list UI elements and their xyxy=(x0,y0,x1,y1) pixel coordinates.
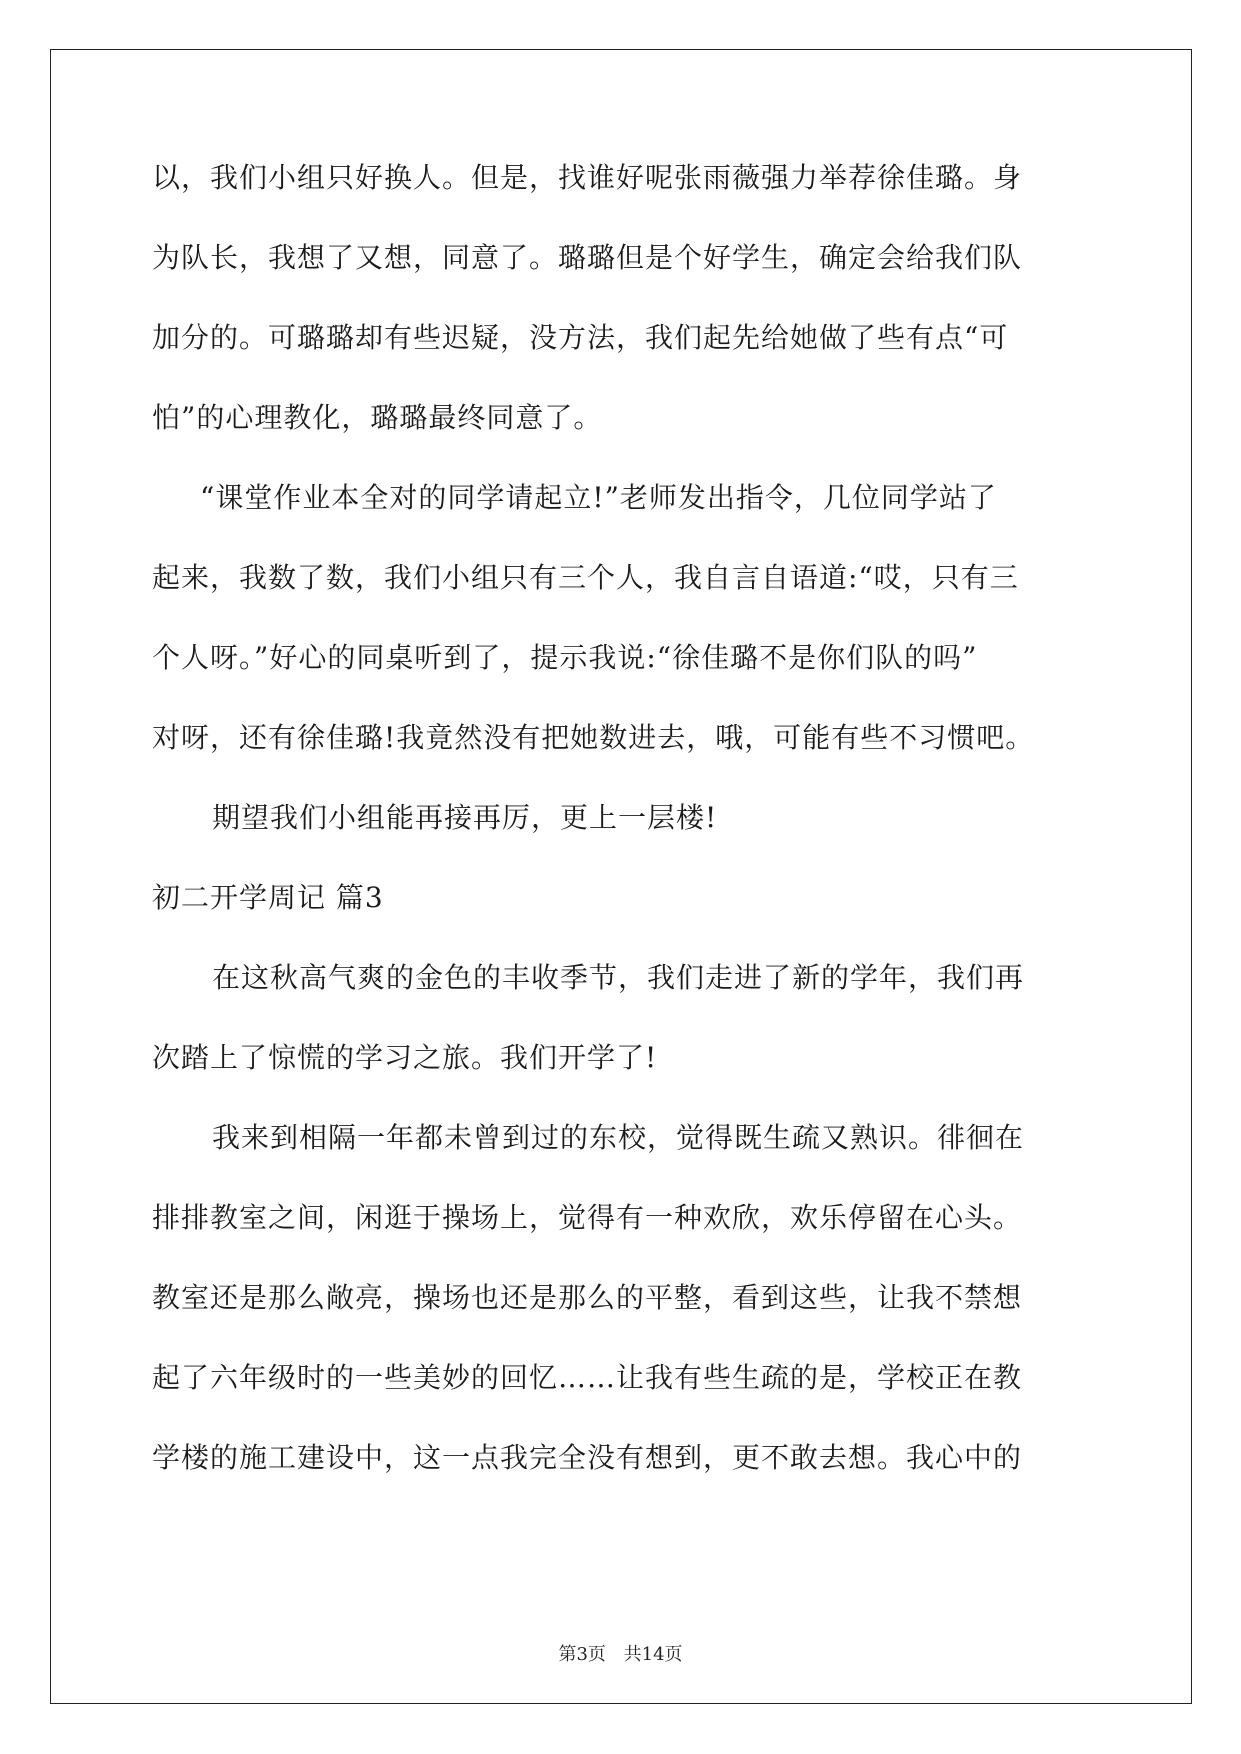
paragraph-line: 以，我们小组只好换人。但是，找谁好呢张雨薇强力举荐徐佳璐。身 xyxy=(152,161,1023,194)
paragraph-line: 次踏上了惊慌的学习之旅。我们开学了! xyxy=(152,1041,658,1074)
paragraph-line: 加分的。可璐璐却有些迟疑，没方法，我们起先给她做了些有点“可 xyxy=(152,321,1009,354)
page-footer xyxy=(0,1640,1241,1666)
section-heading: 初二开学周记 篇3 xyxy=(152,881,384,914)
paragraph-line: 我来到相隔一年都未曾到过的东校，觉得既生疏又熟识。徘徊在 xyxy=(212,1121,1025,1154)
page-total: 共14页 xyxy=(623,1644,683,1665)
paragraph-line: 为队长，我想了又想，同意了。璐璐但是个好学生，确定会给我们队 xyxy=(152,241,1023,274)
paragraph-line: 个人呀。”好心的同桌听到了，提示我说:“徐佳璐不是你们队的吗” xyxy=(152,641,978,674)
paragraph-line: 怕”的心理教化，璐璐最终同意了。 xyxy=(152,401,603,434)
paragraph-line: 在这秋高气爽的金色的丰收季节，我们走进了新的学年，我们再 xyxy=(212,961,1025,994)
paragraph-line: 学楼的施工建设中，这一点我完全没有想到，更不敢去想。我心中的 xyxy=(152,1441,1023,1474)
paragraph-line: “课堂作业本全对的同学请起立!”老师发出指令，几位同学站了 xyxy=(200,481,997,514)
paragraph-line: 起了六年级时的一些美妙的回忆……让我有些生疏的是，学校正在教 xyxy=(152,1361,1023,1394)
page-number: 第3页 xyxy=(558,1644,606,1665)
paragraph-line: 期望我们小组能再接再厉，更上一层楼! xyxy=(212,801,718,834)
paragraph-line: 教室还是那么敞亮，操场也还是那么的平整，看到这些，让我不禁想 xyxy=(152,1281,1023,1314)
paragraph-line: 起来，我数了数，我们小组只有三个人，我自言自语道:“哎，只有三 xyxy=(152,561,1019,594)
paragraph-line: 排排教室之间，闲逛于操场上，觉得有一种欢欣，欢乐停留在心头。 xyxy=(152,1201,1023,1234)
paragraph-line: 对呀，还有徐佳璐!我竟然没有把她数进去，哦，可能有些不习惯吧。 xyxy=(152,721,1035,754)
